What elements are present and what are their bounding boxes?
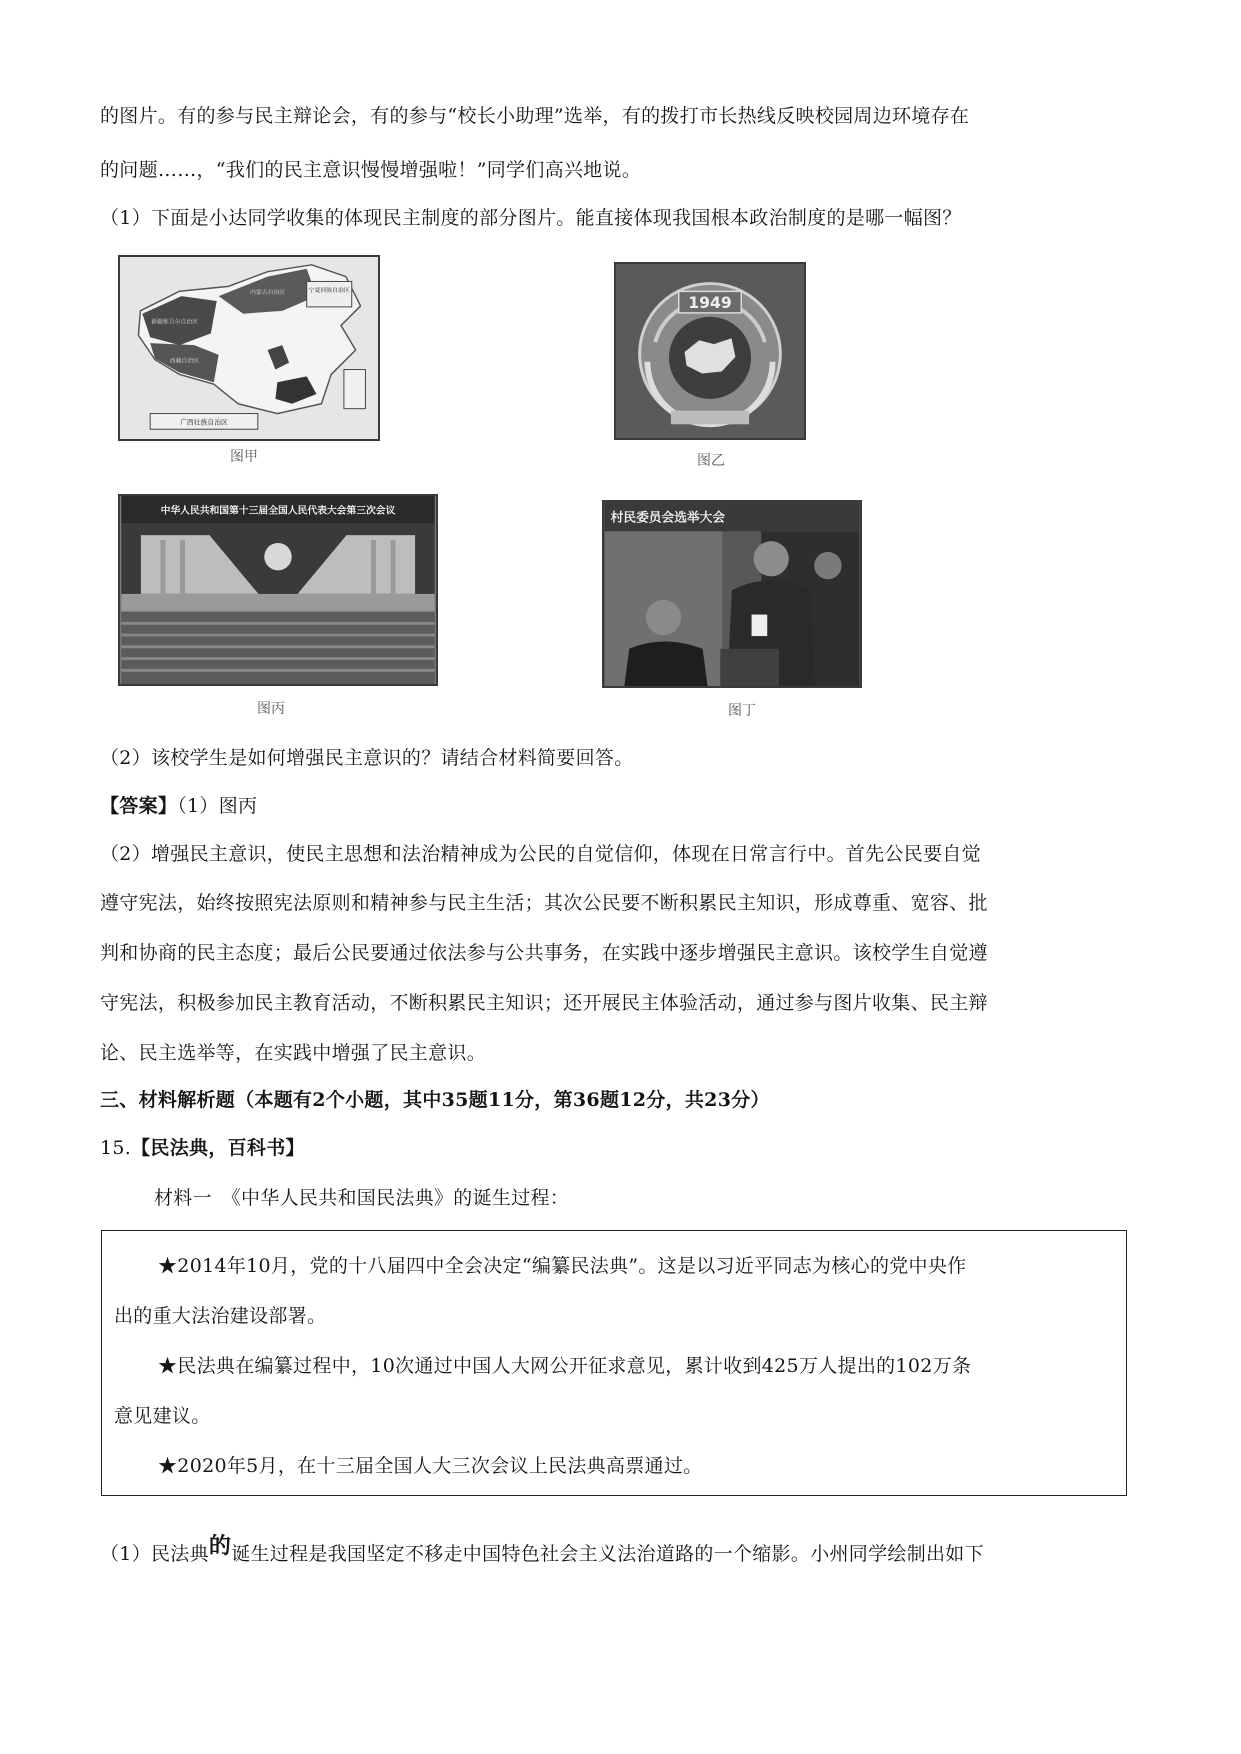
q15-material-intro: 材料一 《中华人民共和国民法典》的诞生过程： <box>154 1187 570 1209</box>
intro-line-2: 的问题……，“我们的民主意识慢慢增强啦！”同学们高兴地说。 <box>100 159 642 181</box>
map-label-xizang: 西藏自治区 <box>169 358 200 365</box>
cppcc-emblem-image <box>616 264 804 438</box>
answer-part-1 <box>100 793 257 819</box>
figure-jia-map <box>118 255 380 441</box>
npc-banner-text: 中华人民共和国第十三届全国人民代表大会第三次会议 <box>160 505 396 517</box>
q15-number: 15. <box>100 1137 132 1159</box>
npc-hall-image <box>120 496 436 684</box>
material-line-2: 出的重大法治建设部署。 <box>114 1305 327 1327</box>
map-label-xinjiang: 新疆维吾尔自治区 <box>151 319 199 326</box>
figure-ding-election <box>602 500 862 688</box>
question-1: （1）下面是小达同学收集的体现民主制度的部分图片。能直接体现我国根本政治制度的是哪一幅图？ <box>100 207 962 229</box>
election-banner-text: 村民委员会选举大会 <box>610 509 726 525</box>
caption-yi: 图乙 <box>697 453 725 469</box>
intro-line-1: 的图片。有的参与民主辩论会，有的参与“校长小助理”选举，有的拨打市长热线反映校园周边环境存在 <box>100 105 970 127</box>
answer-tag: 【答案】 <box>100 795 178 817</box>
caption-jia: 图甲 <box>230 449 258 465</box>
answer-line-3: 判和协商的民主态度；最后公民要通过依法参与公共事务，在实践中逐步增强民主意识。该校学生自觉遵 <box>100 942 988 964</box>
question-2: （2）该校学生是如何增强民主意识的？请结合材料简要回答。 <box>100 747 634 769</box>
village-election-image <box>604 502 860 686</box>
q15-heading <box>100 1135 305 1161</box>
answer-part-1-text: （1）图丙 <box>177 795 258 817</box>
material-line-5: ★2020年5月，在十三届全国人大三次会议上民法典高票通过。 <box>158 1455 703 1477</box>
map-label-neimenggu: 内蒙古自治区 <box>250 290 286 297</box>
answer-line-4: 守宪法，积极参加民主教育活动，不断积累民主知识；还开展民主体验活动，通过参与图片收集、民主辩 <box>100 992 988 1014</box>
caption-bing: 图丙 <box>257 701 285 717</box>
figure-bing-npc <box>118 494 438 686</box>
section-3-heading: 三、材料解析题（本题有2个小题，其中35题11分，第36题12分，共23分） <box>100 1089 770 1111</box>
map-label-ningxia: 宁夏回族自治区 <box>308 288 350 295</box>
china-map-image <box>120 257 378 439</box>
q15-title: 【民法典，百科书】 <box>131 1137 305 1159</box>
material-line-1: ★2014年10月，党的十八届四中全会决定“编纂民法典”。这是以习近平同志为核心的党中央作 <box>158 1255 967 1277</box>
answer-line-2: 遵守宪法，始终按照宪法原则和精神参与民主生活；其次公民要不断积累民主知识，形成尊重、宽容、批 <box>100 892 988 914</box>
q15-sub-question-1: （1）民法典的诞生过程是我国坚定不移走中国特色社会主义法治道路的一个缩影。小州同学绘制出如下 <box>100 1533 984 1565</box>
material-line-3: ★民法典在编纂过程中，10次通过中国人大网公开征求意见，累计收到425万人提出的102万条 <box>158 1355 972 1377</box>
caption-ding: 图丁 <box>728 703 756 719</box>
answer-line-5: 论、民主选举等，在实践中增强了民主意识。 <box>100 1042 487 1064</box>
emblem-year: 1949 <box>688 292 732 312</box>
material-line-4: 意见建议。 <box>114 1405 211 1427</box>
material-box <box>101 1230 1127 1496</box>
figure-yi-emblem <box>614 262 806 440</box>
map-label-guangxi: 广西壮族自治区 <box>180 418 228 427</box>
answer-line-1: （2）增强民主意识，使民主思想和法治精神成为公民的自觉信仰，体现在日常言行中。首先公民要自觉 <box>100 843 981 865</box>
